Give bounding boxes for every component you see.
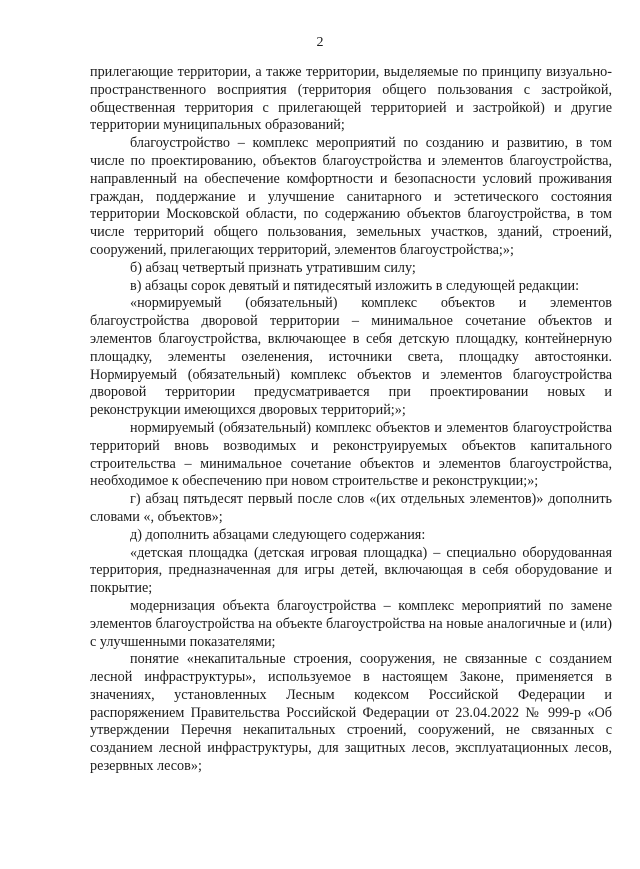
- page-number: 2: [316, 35, 324, 50]
- paragraph-5: «нормируемый (обязательный) комплекс объектов и элементов благоустройства дворовой территории – минимальное сочетание объектов и элементов благоустройства, включающее в себя детскую площадку, контейнерную площадку, элементы озеленения, источники света, площадку автостоянки. Нормируемый (обязательный) комплекс объектов и элементов благоустройства дворовой территории предусматривается при проектировании новых и реконструкции имеющихся дворовых территорий;»;: [90, 295, 612, 419]
- paragraph-9: «детская площадка (детская игровая площадка) – специально оборудованная территория, предназначенная для игры детей, включающая в себя оборудование и покрытие;: [90, 544, 612, 597]
- paragraph-3: б) абзац четвертый признать утратившим силу;: [130, 259, 416, 276]
- paragraph-11: понятие «некапитальные строения, сооружения, не связанные с созданием лесной инфраструктуры», используемое в настоящем Законе, применяется в значениях, установленных Лесным кодексом Российской Федерации и распоряжением Правительства Российской Федерации от 23.04.2022 № 999-р «Об утверждении Перечня некапитальных строений, сооружений, не связанных с созданием лесной инфраструктуры, для защитных лесов, эксплуатационных лесов, резервных лесов»;: [90, 651, 612, 775]
- document-body: [90, 64, 612, 776]
- paragraph-7: г) абзац пятьдесят первый после слов «(их отдельных элементов)» дополнить словами «, объектов»;: [90, 491, 612, 525]
- paragraph-8: д) дополнить абзацами следующего содержания:: [130, 526, 426, 543]
- paragraph-4: в) абзацы сорок девятый и пятидесятый изложить в следующей редакции:: [130, 277, 580, 294]
- paragraph-6: нормируемый (обязательный) комплекс объектов и элементов благоустройства территорий вновь возводимых и реконструируемых объектов капитального строительства – минимальное сочетание объектов и элементов благоустройства, необходимое к обеспечению при новом строительстве и реконструкции;»;: [90, 419, 612, 490]
- paragraph-10: модернизация объекта благоустройства – комплекс мероприятий по замене элементов благоустройства на объекте благоустройства на новые аналогичные и (или) с улучшенными показателями;: [90, 597, 612, 650]
- paragraph-1: прилегающие территории, а также территории, выделяемые по принципу визуально-пространственного восприятия (территория общего пользования с застройкой, общественная территория с прилегающей территорией и застройкой) и другие территории муниципальных образований;: [90, 64, 612, 134]
- paragraph-2: благоустройство – комплекс мероприятий по созданию и развитию, в том числе по проектированию, объектов благоустройства и элементов благоустройства, направленный на обеспечение комфортности и безопасности условий проживания граждан, поддержание и улучшение санитарного и эстетического состояния территории Московской области, по содержанию объектов благоустройства, в том числе территорий общего пользования, земельных участков, зданий, строений, сооружений, прилегающих территорий, элементов благоустройства;»;: [90, 135, 612, 258]
